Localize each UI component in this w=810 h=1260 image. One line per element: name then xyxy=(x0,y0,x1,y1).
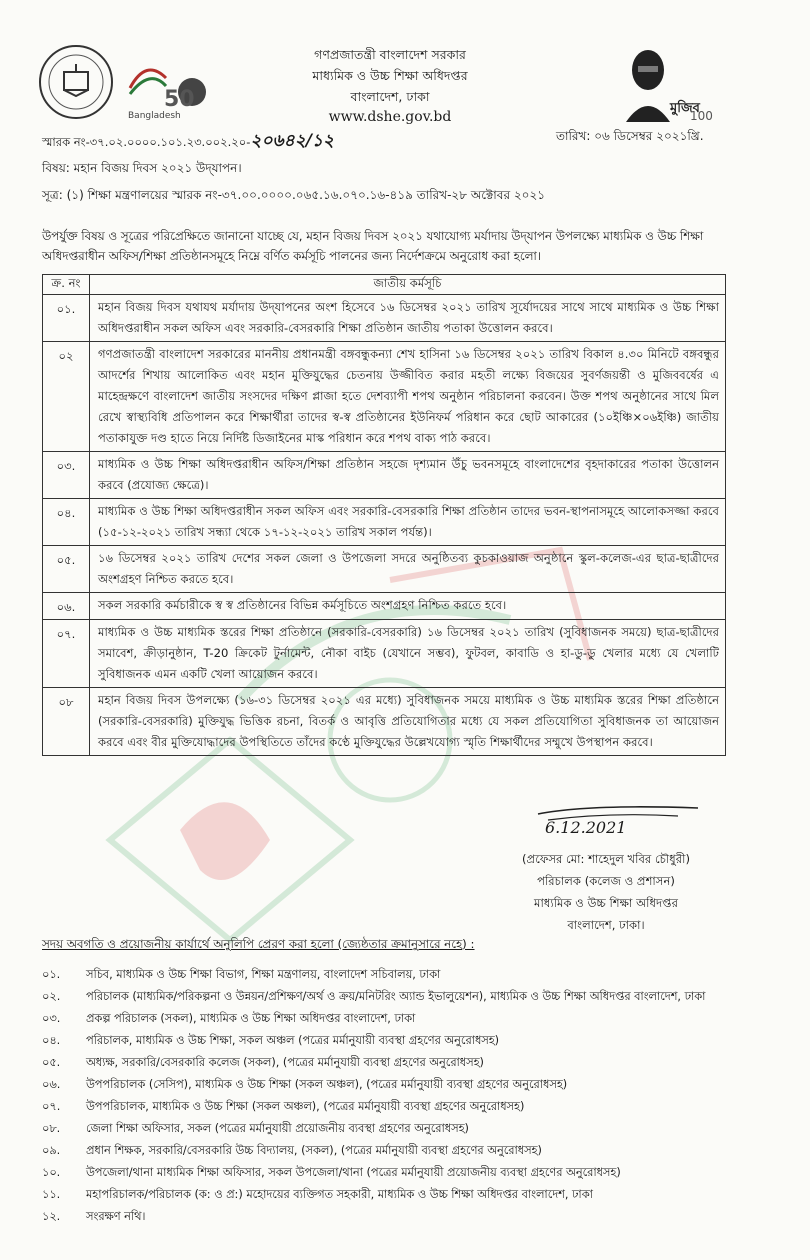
intro-paragraph: উপর্যুক্ত বিষয় ও সূত্রের পরিপ্রেক্ষিতে জানানো যাচ্ছে যে, মহান বিজয় দিবস ২০২১ যথাযোগ্য মর্যাদায় উদ্‌যাপন উপলক্ষ্যে মাধ্যমিক ও উচ্চ শিক্ষা অধিদপ্তরাধীন অফিস/শিক্ষা প্রতিষ্ঠানসমূহে নিম্নে বর্ণিত কর্মসূচি পালনের জন্য নির্দেশক্রমে অনুরোধ করা হলো। xyxy=(42,229,704,263)
row-serial: ০৫. xyxy=(43,546,90,593)
item-text: উপপরিচালক (সেসিপ), মাধ্যমিক ও উচ্চ শিক্ষা (সকল অঞ্চল), (পত্রের মর্মানুযায়ী ব্যবস্থা গ্রহণের অনুরোধসহ) xyxy=(86,1078,568,1091)
signatory-office: মাধ্যমিক ও উচ্চ শিক্ষা অধিদপ্তর xyxy=(534,896,678,910)
row-serial: ০৮ xyxy=(43,688,90,756)
item-number: ০৯. xyxy=(42,1144,61,1157)
list-item xyxy=(42,1074,732,1096)
memo-label: স্মারক নং-৩৭.০২.০০০০.১০১.২৩.০০২.২০- xyxy=(42,135,251,149)
item-text: প্রকল্প পরিচালক (সকল), মাধ্যমিক ও উচ্চ শিক্ষা অধিদপ্তর বাংলাদেশ, ঢাকা xyxy=(86,1012,416,1025)
table-row xyxy=(43,342,726,452)
item-text: পরিচালক (মাধ্যমিক/পরিকল্পনা ও উন্নয়ন/প্রশিক্ষণ/অর্থ ও ক্রয়/মনিটরিং অ্যান্ড ইভালুয়েশন), মাধ্যমিক ও উচ্চ শিক্ষা অধিদপ্তর বাংলাদেশ, ঢাকা xyxy=(86,990,706,1003)
item-number: ০৪. xyxy=(42,1034,61,1047)
letterhead xyxy=(250,44,530,128)
item-number: ১১. xyxy=(42,1188,61,1201)
item-number: ০৬. xyxy=(42,1078,61,1091)
list-item xyxy=(42,1162,732,1184)
mujib-portrait-logo xyxy=(620,40,720,122)
row-serial: ০৭. xyxy=(43,620,90,688)
list-item xyxy=(42,1206,732,1228)
item-text: সংরক্ষণ নথি। xyxy=(86,1210,146,1223)
item-text: উপজেলা/থানা মাধ্যমিক শিক্ষা অফিসার, সকল উপজেলা/থানা (পত্রের মর্মানুযায়ী প্রয়োজনীয় ব্যবস্থা গ্রহণের অনুরোধসহ) xyxy=(86,1166,621,1179)
item-number: ০৫. xyxy=(42,1056,61,1069)
list-item xyxy=(42,986,732,1008)
table-row xyxy=(43,295,726,342)
distribution-list xyxy=(42,964,732,1228)
list-item xyxy=(42,1030,732,1052)
row-serial: ০১. xyxy=(43,295,90,342)
jubilee-number: 50 xyxy=(164,87,195,112)
item-text: মহাপরিচালক/পরিচালক (ক: ও প্র:) মহোদয়ের ব্যক্তিগত সহকারী, মাধ্যমিক ও উচ্চ শিক্ষা অধিদপ্তর বাংলাদেশ, ঢাকা xyxy=(86,1188,593,1201)
signature-date: 6.12.2021 xyxy=(545,818,627,837)
table-row xyxy=(43,620,726,688)
item-text: পরিচালক, মাধ্যমিক ও উচ্চ শিক্ষা, সকল অঞ্চল (পত্রের মর্মানুযায়ী ব্যবস্থা গ্রহণের অনুরোধসহ) xyxy=(86,1034,500,1047)
signatory-name: (প্রফেসর মো: শাহেদুল খবির চৌধুরী) xyxy=(522,852,690,866)
letterhead-line-1: গণপ্রজাতন্ত্রী বাংলাদেশ সরকার xyxy=(314,47,466,62)
row-text: গণপ্রজাতন্ত্রী বাংলাদেশ সরকারের মাননীয় প্রধানমন্ত্রী বঙ্গবন্ধুকন্যা শেখ হাসিনা ১৬ ডিসেম্বর ২০২১ তারিখ বিকাল ৪.৩০ মিনিটে বঙ্গবন্ধুর আদর্শের শিখায় আলোকিত এবং মহান মুক্তিযুদ্ধের চেতনায় উজ্জীবিত করার মহতী লক্ষ্যে বিজয়ের সুবর্ণজয়ন্তী ও মুজিববর্ষের এ মাহেন্দ্রক্ষণে বাংলাদেশ জাতীয় সংসদের দক্ষিণ প্লাজা হতে দেশব্যাপী শপথ অনুষ্ঠান পরিচালনা করবেন। উক্ত শপথ অনুষ্ঠানের সাথে মিল রেখে স্বাস্থ্যবিধি প্রতিপালন করে শিক্ষার্থীরা তাদের স্ব-স্ব প্রতিষ্ঠানের ইউনিফর্ম পরিধান করে ছোট আকারের (১০ইঞ্চি×০৬ইঞ্চি) জাতীয় পতাকাযুক্ত দণ্ড হাতে নিয়ে নির্দিষ্ট ডিজাইনের মাস্ক পরিধান করে শপথ বাক্য পাঠ করবে। xyxy=(90,342,726,452)
item-text: প্রধান শিক্ষক, সরকারি/বেসরকারি উচ্চ বিদ্যালয়, (সকল), (পত্রের মর্মানুযায়ী ব্যবস্থা গ্রহণের অনুরোধসহ) xyxy=(86,1144,542,1157)
table-row xyxy=(43,688,726,756)
col-header-serial: ক্র. নং xyxy=(43,275,90,295)
letterhead-line-2: মাধ্যমিক ও উচ্চ শিক্ষা অধিদপ্তর xyxy=(312,68,468,83)
list-item xyxy=(42,964,732,986)
row-text: মহান বিজয় দিবস যথাযথ মর্যাদায় উদ্‌যাপনের অংশ হিসেবে ১৬ ডিসেম্বর ২০২১ তারিখ সূর্যোদয়ের সাথে সাথে মাধ্যমিক ও উচ্চ শিক্ষা অধিদপ্তরাধীন সকল অফিস এবং সরকারি-বেসরকারি শিক্ষা প্রতিষ্ঠান জাতীয় পতাকা উত্তোলন করবে। xyxy=(90,295,726,342)
government-seal-icon xyxy=(38,44,114,120)
subject-line: বিষয়: মহান বিজয় দিবস ২০২১ উদ্‌যাপন। xyxy=(42,161,242,175)
col-header-programme: জাতীয় কর্মসূচি xyxy=(90,275,726,295)
item-text: অধ্যক্ষ, সরকারি/বেসরকারি কলেজ (সকল), (পত্রের মর্মানুযায়ী ব্যবস্থা গ্রহণের অনুরোধসহ) xyxy=(86,1056,484,1069)
memo-date: তারিখ: ০৬ ডিসেম্বর ২০২১খ্রি. xyxy=(556,129,704,143)
item-text: জেলা শিক্ষা অফিসার, সকল (পত্রের মর্মানুযায়ী প্রয়োজনীয় ব্যবস্থা গ্রহণের অনুরোধসহ) xyxy=(86,1122,469,1135)
item-number: ০৩. xyxy=(42,1012,61,1025)
item-number: ০২. xyxy=(42,990,61,1003)
list-item xyxy=(42,1096,732,1118)
row-serial: ০৪. xyxy=(43,499,90,546)
distribution-heading: সদয় অবগতি ও প্রয়োজনীয় কার্যার্থে অনুলিপি প্রেরণ করা হলো (জ্যেষ্ঠতার ক্রমানুসারে নহে) : xyxy=(42,937,475,951)
website-link[interactable]: www.dshe.gov.bd xyxy=(328,109,452,125)
row-text: ১৬ ডিসেম্বর ২০২১ তারিখ দেশের সকল জেলা ও উপজেলা সদরে অনুষ্ঠিতব্য কুচকাওয়াজ অনুষ্ঠানে স্কুল-কলেজ-এর ছাত্র-ছাত্রীদের অংশগ্রহণ নিশ্চিত করতে হবে। xyxy=(90,546,726,593)
item-number: ১২. xyxy=(42,1210,61,1223)
item-number: ১০. xyxy=(42,1166,61,1179)
list-item xyxy=(42,1184,732,1206)
table-row xyxy=(43,546,726,593)
signatory-block xyxy=(486,848,726,936)
item-text: সচিব, মাধ্যমিক ও উচ্চ শিক্ষা বিভাগ, শিক্ষা মন্ত্রণালয়, বাংলাদেশ সচিবালয়, ঢাকা xyxy=(86,968,441,981)
item-number: ০৮. xyxy=(42,1122,61,1135)
item-text: উপপরিচালক, মাধ্যমিক ও উচ্চ শিক্ষা (সকল অঞ্চল), (পত্রের মর্মানুযায়ী ব্যবস্থা গ্রহণের অনুরোধসহ) xyxy=(86,1100,525,1113)
table-row xyxy=(43,499,726,546)
golden-jubilee-logo xyxy=(126,48,210,120)
programme-table xyxy=(42,274,726,756)
item-number: ০১. xyxy=(42,968,61,981)
row-text: মাধ্যমিক ও উচ্চ শিক্ষা অধিদপ্তরাধীন অফিস/শিক্ষা প্রতিষ্ঠান সহজে দৃশ্যমান উঁচু ভবনসমূহে বাংলাদেশের বৃহদাকারের পতাকা উত্তোলন করবে (প্রযোজ্য ক্ষেত্রে)। xyxy=(90,452,726,499)
row-serial: ০২ xyxy=(43,342,90,452)
row-text: মাধ্যমিক ও উচ্চ মাধ্যমিক স্তরের শিক্ষা প্রতিষ্ঠানে (সরকারি-বেসরকারি) ১৬ ডিসেম্বর ২০২১ তারিখ (সুবিধাজনক সময়ে) ছাত্র-ছাত্রীদের সমাবেশ, ক্রীড়ানুষ্ঠান, T-20 ক্রিকেট টুর্নামেন্ট, নৌকা বাইচ (যেখানে সম্ভব), ফুটবল, কাবাডি ও হা-ডু-ডু খেলার মধ্যে যে খেলাটি সুবিধাজনক এমন একটি খেলা আয়োজন করবে। xyxy=(90,620,726,688)
item-number: ০৭. xyxy=(42,1100,61,1113)
table-header-row xyxy=(43,275,726,295)
mujib-number: 100 xyxy=(690,109,713,122)
row-text: মাধ্যমিক ও উচ্চ শিক্ষা অধিদপ্তরাধীন সকল অফিস এবং সরকারি-বেসরকারি শিক্ষা প্রতিষ্ঠান তাদের ভবন-স্থাপনাসমূহে আলোকসজ্জা করবে (১৫-১২-২০২১ তারিখ সন্ধ্যা থেকে ১৭-১২-২০২১ তারিখ সকাল পর্যন্ত)। xyxy=(90,499,726,546)
reference-line: সূত্র: (১) শিক্ষা মন্ত্রণালয়ের স্মারক নং-৩৭.০০.০০০০.০৬৫.১৬.০৭০.১৬-৪১৯ তারিখ-২৮ অক্টোবর ২০২১ xyxy=(42,188,546,202)
row-serial: ০৩. xyxy=(43,452,90,499)
memo-number xyxy=(42,128,334,156)
row-serial: ০৬. xyxy=(43,593,90,620)
list-item xyxy=(42,1140,732,1162)
memo-handwritten: ২০৬৪২/১২ xyxy=(250,131,334,151)
row-text: মহান বিজয় দিবস উপলক্ষ্যে (১৬-৩১ ডিসেম্বর ২০২১ এর মধ্যে) সুবিধাজনক সময়ে মাধ্যমিক ও উচ্চ মাধ্যমিক স্তরের শিক্ষা প্রতিষ্ঠানে (সরকারি-বেসরকারি) মুক্তিযুদ্ধ ভিত্তিক রচনা, বিতর্ক ও আবৃত্তি প্রতিযোগিতার মধ্যে যে সকল প্রতিযোগিতা সুবিধাজনক তা আয়োজন করবে এবং বীর মুক্তিযোদ্ধাদের উপস্থিতিতে তাঁদের কণ্ঠে মুক্তিযুদ্ধের উল্লেখযোগ্য স্মৃতি শিক্ষার্থীদের সম্মুখে উপস্থাপন করবে। xyxy=(90,688,726,756)
letterhead-line-3: বাংলাদেশ, ঢাকা xyxy=(350,89,430,104)
list-item xyxy=(42,1052,732,1074)
signatory-title: পরিচালক (কলেজ ও প্রশাসন) xyxy=(537,874,675,888)
table-row xyxy=(43,452,726,499)
mujib-text: মুজিব xyxy=(670,101,700,116)
table-row xyxy=(43,593,726,620)
list-item xyxy=(42,1118,732,1140)
jubilee-country: Bangladesh xyxy=(128,111,181,120)
signatory-location: বাংলাদেশ, ঢাকা। xyxy=(567,918,645,932)
list-item xyxy=(42,1008,732,1030)
row-text: সকল সরকারি কর্মচারীকে স্ব স্ব প্রতিষ্ঠানের বিভিন্ন কর্মসূচিতে অংশগ্রহণ নিশ্চিত করতে হবে। xyxy=(90,593,726,620)
